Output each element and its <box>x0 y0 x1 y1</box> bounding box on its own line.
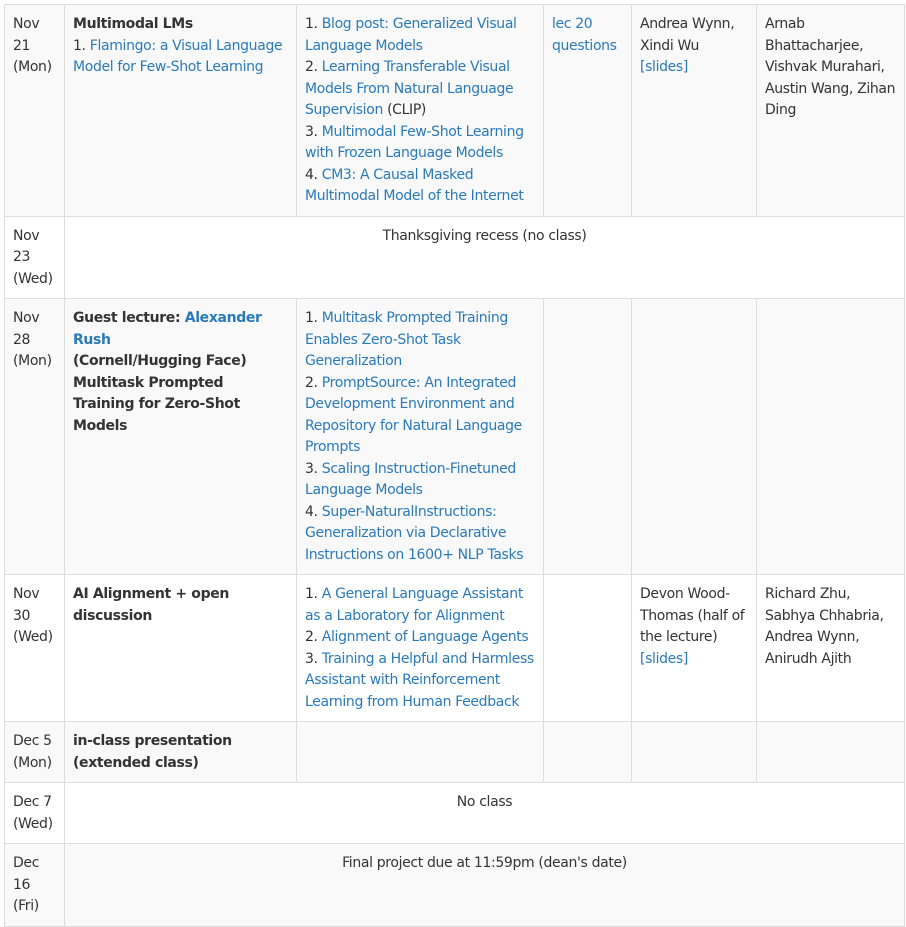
schedule-table <box>4 4 905 927</box>
reading-link[interactable]: Blog post: Generalized Visual Language Models <box>305 16 517 54</box>
date-cell: Dec 16 (Fri) <box>5 844 65 927</box>
class-note: Final project due at 11:59pm (dean's date) <box>342 855 627 871</box>
date-cell: Dec 5 (Mon) <box>5 722 65 783</box>
table-row <box>5 722 905 783</box>
reading-link[interactable]: CM3: A Causal Masked Multimodal Model of the Internet <box>305 166 524 204</box>
questions-cell <box>544 5 632 217</box>
feedback-names: Richard Zhu, Sabhya Chhabria, Andrea Wynn, Anirudh Ajith <box>765 586 884 667</box>
questions-cell <box>544 299 632 575</box>
topic-cell: Multimodal LMs 1. Flamingo: a Visual Language Model for Few-Shot Learning <box>65 5 297 217</box>
paper-link[interactable]: Flamingo: a Visual Language Model for Few-Shot Learning <box>73 37 283 75</box>
reading-link[interactable]: Multimodal Few-Shot Learning with Frozen Language Models <box>305 123 524 161</box>
reading-link[interactable]: Training a Helpful and Harmless Assistant with Reinforcement Learning from Human Feedback <box>305 650 534 710</box>
reading-link[interactable]: Learning Transferable Visual Models From Natural Language Supervision <box>305 59 514 118</box>
feedback-cell <box>757 5 905 217</box>
presenters-cell <box>632 722 757 783</box>
table-row <box>5 216 905 299</box>
topic-title: Multimodal LMs <box>73 16 193 32</box>
note-cell <box>65 216 905 299</box>
date-cell: Dec 7 (Wed) <box>5 783 65 844</box>
presenters-cell <box>632 575 757 722</box>
feedback-cell <box>757 299 905 575</box>
slides-link[interactable]: [slides] <box>640 59 688 75</box>
presenters-cell <box>632 299 757 575</box>
slides-link[interactable]: [slides] <box>640 650 688 667</box>
reading-link[interactable]: Alignment of Language Agents <box>321 629 529 645</box>
readings-cell: 1. A General Language Assistant as a Laboratory for Alignment 2. Alignment of Language Agents 3. Training a Helpful and Harmless Assistant with Reinforcement Learning from Human Feedback <box>297 575 544 722</box>
topic-cell: Guest lecture: Alexander Rush (Cornell/Hugging Face) Multitask Prompted Training for Zero-Shot Models <box>65 299 297 575</box>
presenters: Andrea Wynn, Xindi Wu <box>640 16 735 54</box>
questions-cell <box>544 722 632 783</box>
note-cell <box>65 783 905 844</box>
reading-link[interactable]: A General Language Assistant as a Laboratory for Alignment <box>305 586 523 624</box>
reading-link[interactable]: Super-NaturalInstructions: Generalization via Declarative Instructions on 1600+ NLP Tasks <box>305 503 524 563</box>
topic-cell <box>65 575 297 722</box>
date-cell: Nov 30 (Wed) <box>5 575 65 722</box>
speaker-link[interactable]: Alexander Rush <box>73 310 262 348</box>
presenters-cell <box>632 5 757 217</box>
topic-cell <box>65 722 297 783</box>
readings-cell: 1. Blog post: Generalized Visual Language Models 2. Learning Transferable Visual Models From Natural Language Supervision (CLIP) 3. Multimodal Few-Shot Learning with Frozen Language Models 4. CM3: A Causal Masked Multimodal Model of the Internet <box>297 5 544 217</box>
readings-cell <box>297 722 544 783</box>
table-row <box>5 844 905 927</box>
table-row <box>5 5 905 217</box>
topic-title: AI Alignment + open discussion <box>73 586 230 624</box>
topic-title: in-class presentation (extended class) <box>73 733 232 771</box>
table-row <box>5 299 905 575</box>
class-note: Thanksgiving recess (no class) <box>382 227 587 244</box>
feedback-names: Arnab Bhattacharjee, Vishvak Murahari, Austin Wang, Zihan Ding <box>765 16 896 118</box>
questions-cell <box>544 575 632 722</box>
table-row <box>5 783 905 844</box>
date-cell: Nov 28 (Mon) <box>5 299 65 575</box>
reading-link[interactable]: PromptSource: An Integrated Development Environment and Repository for Natural Language Prompts <box>305 374 522 455</box>
feedback-cell <box>757 722 905 783</box>
reading-link[interactable]: Multitask Prompted Training Enables Zero-Shot Task Generalization <box>305 310 508 369</box>
questions-link[interactable]: lec 20 questions <box>552 16 617 54</box>
table-row <box>5 575 905 722</box>
note-cell <box>65 844 905 927</box>
reading-link[interactable]: Scaling Instruction-Finetuned Language Models <box>305 460 516 498</box>
readings-cell: 1. Multitask Prompted Training Enables Zero-Shot Task Generalization 2. PromptSource: An Integrated Development Environment and Repository for Natural Language Prompts 3. Scaling Instruction-Finetuned Language Models 4. Super-NaturalInstructions: Generalization via Declarative Instructions on 1600+ NLP Tasks <box>297 299 544 575</box>
topic-title: Multitask Prompted Training for Zero-Shot Models <box>73 374 240 434</box>
date-cell: Nov 21 (Mon) <box>5 5 65 217</box>
date-cell: Nov 23 (Wed) <box>5 216 65 299</box>
presenters: Devon Wood-Thomas (half of the lecture) <box>640 586 745 645</box>
feedback-cell <box>757 575 905 722</box>
class-note: No class <box>456 794 513 810</box>
